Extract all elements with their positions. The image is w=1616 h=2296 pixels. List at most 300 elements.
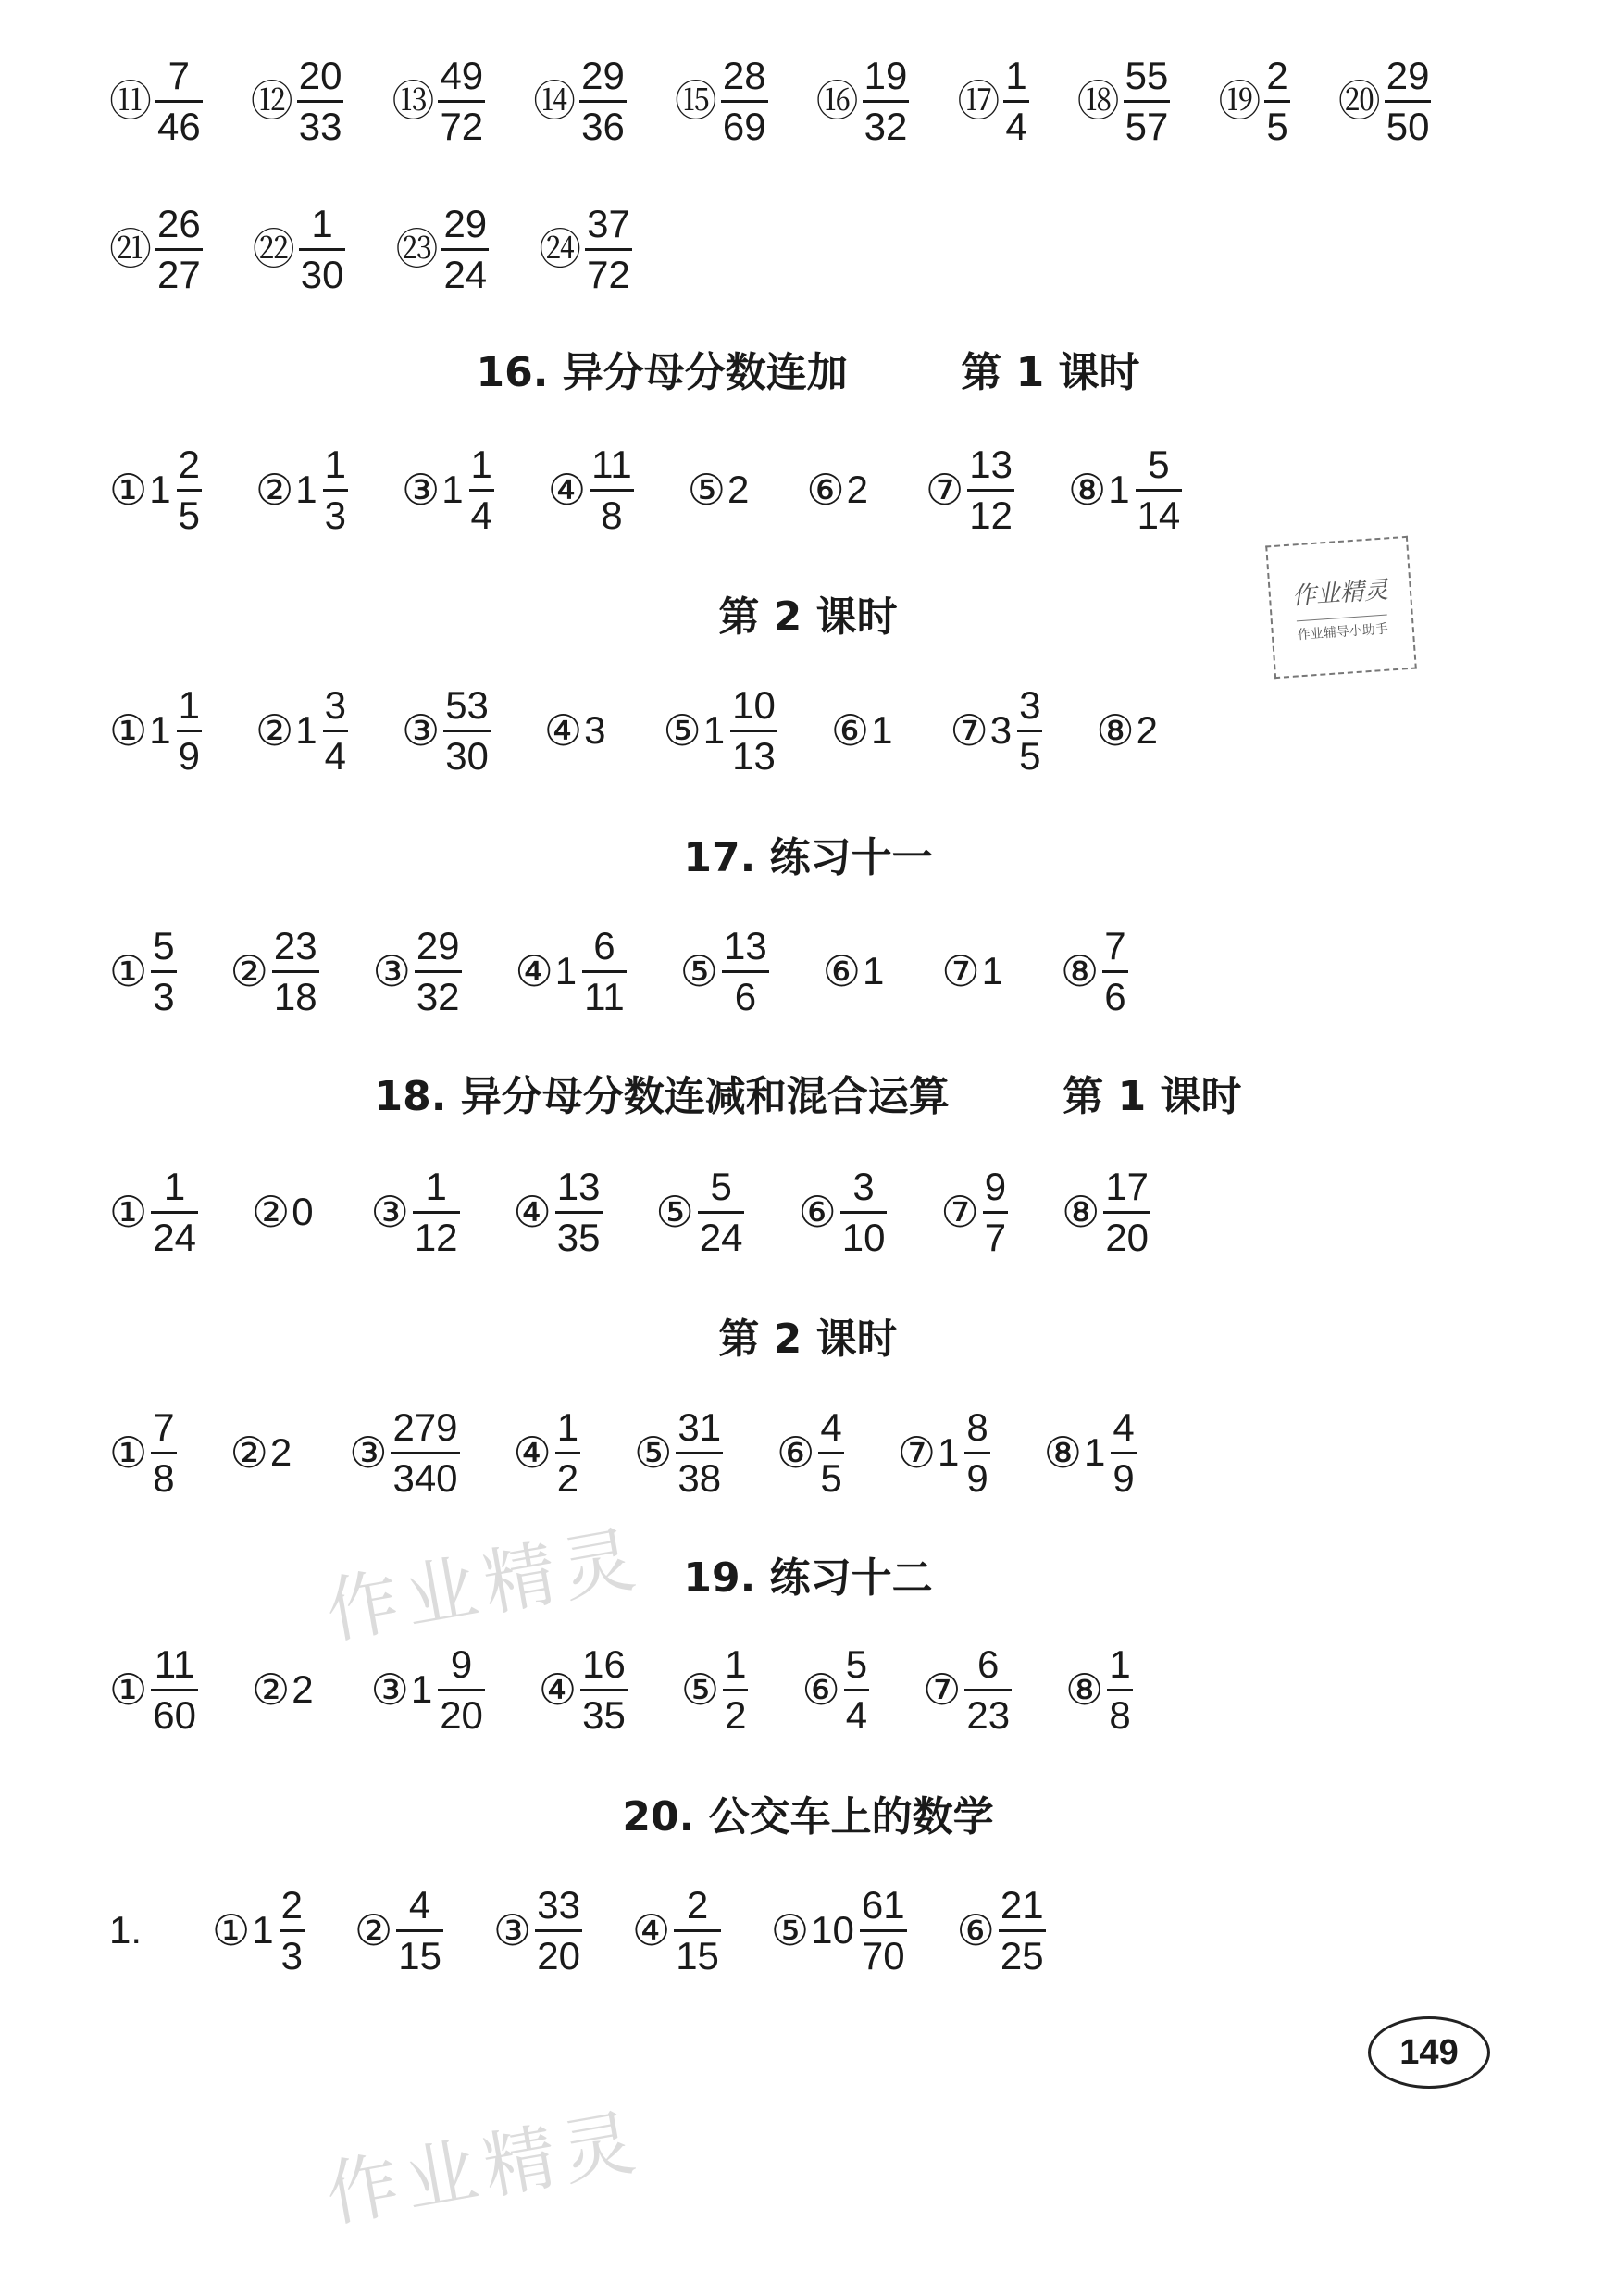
answer-whole: 10 <box>811 1908 854 1952</box>
numerator: 10 <box>732 682 776 727</box>
numerator: 29 <box>443 201 488 245</box>
answer-index: ⑥ <box>806 466 845 514</box>
answer-index: ① <box>109 706 148 755</box>
answer-item <box>349 1404 459 1500</box>
denominator: 20 <box>440 1692 483 1737</box>
answer-index: ⑮ <box>674 77 717 125</box>
fraction <box>1136 442 1183 537</box>
answers-row-11-20 <box>109 50 1542 152</box>
answer-item <box>940 1164 1008 1259</box>
fraction <box>1111 1404 1136 1500</box>
answers-18-lesson-2 <box>109 1402 1542 1504</box>
denominator: 35 <box>556 1215 601 1259</box>
section-heading-19: 19. 练习十二 <box>683 1554 933 1602</box>
fraction <box>579 53 627 148</box>
answer-index: ⑬ <box>392 77 435 125</box>
numerator: 5 <box>153 923 175 967</box>
denominator: 3 <box>280 1933 303 1978</box>
numerator: 7 <box>1104 923 1126 967</box>
fraction <box>698 1164 745 1259</box>
answer-index: ③ <box>401 706 441 755</box>
answer-item <box>212 1882 305 1978</box>
answer-item <box>513 1164 603 1259</box>
denominator: 24 <box>443 252 488 296</box>
answer-index: ① <box>109 1666 148 1714</box>
answer-whole: 1 <box>252 1908 274 1952</box>
numerator: 1 <box>725 1641 747 1686</box>
answer-index: ④ <box>513 1188 552 1236</box>
numerator: 19 <box>864 53 908 97</box>
answer-index: ① <box>109 466 148 514</box>
answer-item <box>941 947 1007 995</box>
answer-item <box>515 923 627 1018</box>
denominator: 32 <box>864 104 908 148</box>
fraction <box>722 923 769 1018</box>
fraction <box>535 1882 582 1978</box>
fraction <box>1017 682 1042 778</box>
answer-whole: 1 <box>937 1430 960 1474</box>
answer-item <box>802 1641 869 1737</box>
answer-index: ⑤ <box>655 1188 694 1236</box>
answer-index: ③ <box>349 1429 388 1477</box>
numerator: 3 <box>1019 682 1041 727</box>
denominator: 12 <box>414 1215 458 1259</box>
answer-index: ㉑ <box>109 225 152 273</box>
answer-item <box>1060 923 1128 1018</box>
denominator: 8 <box>601 493 623 537</box>
answer-item <box>109 923 177 1018</box>
numerator: 279 <box>392 1404 458 1449</box>
fraction <box>413 1164 460 1259</box>
denominator: 50 <box>1386 104 1430 148</box>
fraction <box>1107 1641 1132 1737</box>
fraction <box>1003 53 1028 148</box>
answer-item <box>372 923 462 1018</box>
answer-item <box>255 442 348 537</box>
denominator: 18 <box>273 974 317 1018</box>
answer-item <box>777 1404 844 1500</box>
answer-item <box>923 1641 1012 1737</box>
denominator: 46 <box>157 104 201 148</box>
answer-item <box>1065 1641 1133 1737</box>
denominator: 9 <box>966 1455 988 1500</box>
denominator: 6 <box>1104 974 1126 1018</box>
answer-index: ⑤ <box>680 1666 720 1714</box>
answer-index: ④ <box>631 1906 671 1954</box>
answers-row-21-24 <box>109 198 1542 300</box>
answer-item <box>109 1404 177 1500</box>
denominator: 3 <box>153 974 175 1018</box>
answer-whole: 1 <box>862 949 885 992</box>
fraction <box>415 923 462 1018</box>
section-heading-16: 16. 异分母分数连加 第 1 课时 <box>476 349 1140 396</box>
fraction <box>585 201 632 296</box>
fraction <box>299 201 346 296</box>
fraction <box>676 1404 723 1500</box>
answer-item <box>109 1641 198 1737</box>
answer-index: ⑰ <box>957 77 1001 125</box>
answer-item <box>543 706 610 755</box>
fraction <box>580 1641 628 1737</box>
numerator: 1 <box>556 1404 579 1449</box>
answer-index: ⑪ <box>109 77 152 125</box>
fraction <box>840 1164 888 1259</box>
answer-index: ④ <box>547 466 587 514</box>
denominator: 25 <box>1000 1933 1044 1978</box>
denominator: 20 <box>537 1933 580 1978</box>
answers-18-lesson-1 <box>109 1161 1542 1263</box>
answer-whole: 2 <box>292 1667 314 1711</box>
numerator: 13 <box>556 1164 601 1208</box>
fraction <box>323 682 348 778</box>
answers-16-lesson-1 <box>109 439 1542 541</box>
numerator: 16 <box>582 1641 626 1686</box>
question-number: 1. <box>109 1908 143 1952</box>
fraction <box>818 1404 843 1500</box>
numerator: 53 <box>445 682 489 727</box>
fraction <box>582 923 627 1018</box>
denominator: 72 <box>587 252 630 296</box>
fraction <box>280 1882 305 1978</box>
fraction <box>272 923 319 1018</box>
answer-index: ⑥ <box>830 706 870 755</box>
answer-item <box>109 53 203 148</box>
answer-item <box>956 1882 1046 1978</box>
answer-whole: 1 <box>410 1667 433 1711</box>
answer-whole: 2 <box>1136 708 1159 752</box>
numerator: 2 <box>280 1882 303 1927</box>
numerator: 1 <box>324 442 346 486</box>
fraction <box>730 682 777 778</box>
numerator: 5 <box>845 1641 868 1686</box>
answer-index: ⑤ <box>770 1906 810 1954</box>
fraction <box>999 1882 1046 1978</box>
answer-index: ⑧ <box>1065 1666 1104 1714</box>
answers-19 <box>109 1639 1542 1741</box>
answer-whole: 1 <box>441 468 464 511</box>
numerator: 4 <box>1113 1404 1135 1449</box>
answer-index: ⑧ <box>1062 1188 1100 1236</box>
answer-index: ⑥ <box>802 1666 840 1714</box>
numerator: 61 <box>861 1882 905 1927</box>
denominator: 14 <box>1137 493 1181 537</box>
answer-index: ⑧ <box>1043 1429 1082 1477</box>
answer-item <box>513 1404 581 1500</box>
fraction <box>396 1882 443 1978</box>
answer-index: ㉔ <box>539 225 582 273</box>
numerator: 1 <box>163 1164 186 1208</box>
numerator: 20 <box>298 53 342 97</box>
answers-16-lesson-2 <box>109 680 1542 781</box>
answer-index: ⑧ <box>1096 706 1135 755</box>
section-heading-18: 18. 异分母分数连减和混合运算 第 1 课时 <box>374 1073 1242 1120</box>
answer-item <box>252 201 346 296</box>
answer-index: ⑲ <box>1218 77 1262 125</box>
fraction <box>438 1641 485 1737</box>
answer-index: ① <box>109 1188 148 1236</box>
numerator: 33 <box>537 1882 580 1927</box>
answer-index: ⑦ <box>941 947 980 995</box>
fraction <box>723 1641 748 1737</box>
fraction <box>151 1641 198 1737</box>
denominator: 24 <box>153 1215 196 1259</box>
answer-index: ③ <box>372 947 411 995</box>
numerator: 13 <box>969 442 1013 486</box>
answer-index: ⑦ <box>925 466 964 514</box>
answer-whole: 1 <box>702 708 726 752</box>
answer-index: ⑱ <box>1076 77 1120 125</box>
answer-item <box>401 442 494 537</box>
numerator: 1 <box>425 1164 447 1208</box>
answer-item <box>663 682 777 778</box>
fraction <box>1102 923 1127 1018</box>
answer-index: ⑤ <box>687 466 727 514</box>
denominator: 12 <box>969 493 1013 537</box>
answer-whole: 1 <box>295 708 317 752</box>
fraction <box>1103 1164 1150 1259</box>
answer-item <box>533 53 627 148</box>
answer-item <box>230 1429 296 1477</box>
section-heading-20: 20. 公交车上的数学 <box>622 1793 994 1841</box>
section-heading-17: 17. 练习十一 <box>683 834 933 881</box>
stamp-subtitle: 作业辅导小助手 <box>1297 615 1389 644</box>
numerator: 4 <box>408 1882 431 1927</box>
answer-index: ⑤ <box>679 947 719 995</box>
answer-item <box>251 1188 317 1236</box>
answer-item <box>806 466 872 514</box>
fraction <box>863 53 910 148</box>
answer-index: ⑯ <box>815 77 859 125</box>
answer-index: ⑧ <box>1060 947 1100 995</box>
fraction <box>177 682 202 778</box>
numerator: 6 <box>593 923 615 967</box>
answer-item <box>250 53 344 148</box>
answer-index: ⑭ <box>533 77 577 125</box>
numerator: 29 <box>1386 53 1430 97</box>
numerator: 1 <box>1109 1641 1131 1686</box>
answer-item <box>1218 53 1289 148</box>
answer-index: ② <box>251 1666 291 1714</box>
answer-item <box>815 53 910 148</box>
denominator: 32 <box>416 974 460 1018</box>
answer-item <box>539 201 632 296</box>
denominator: 2 <box>725 1692 747 1737</box>
answer-index: ⑥ <box>777 1429 815 1477</box>
answer-index: ① <box>109 947 148 995</box>
answer-index: ⑦ <box>950 706 988 755</box>
denominator: 30 <box>445 733 489 778</box>
answer-item <box>680 1641 749 1737</box>
numerator: 9 <box>984 1164 1007 1208</box>
denominator: 11 <box>584 974 625 1018</box>
answer-index: ③ <box>492 1906 532 1954</box>
numerator: 21 <box>1000 1882 1044 1927</box>
answer-item <box>655 1164 745 1259</box>
answer-item <box>492 1882 582 1978</box>
answer-index: ④ <box>515 947 553 995</box>
denominator: 69 <box>722 104 766 148</box>
answer-item <box>679 923 769 1018</box>
answer-item <box>1067 442 1182 537</box>
fraction <box>1385 53 1432 148</box>
denominator: 8 <box>1109 1692 1131 1737</box>
denominator: 36 <box>581 104 625 148</box>
denominator: 70 <box>861 1933 905 1978</box>
answer-whole: 1 <box>1108 468 1130 511</box>
fraction <box>323 442 348 537</box>
fraction <box>297 53 344 148</box>
lesson-heading-16-2: 第 2 课时 <box>718 593 898 641</box>
fraction <box>177 442 202 537</box>
denominator: 24 <box>699 1215 743 1259</box>
denominator: 23 <box>966 1692 1011 1737</box>
answer-item <box>370 1641 485 1737</box>
answer-item <box>770 1882 907 1978</box>
numerator: 5 <box>1148 442 1170 486</box>
answer-whole: 1 <box>1083 1430 1106 1474</box>
numerator: 3 <box>852 1164 875 1208</box>
numerator: 13 <box>724 923 767 967</box>
numerator: 29 <box>581 53 625 97</box>
answer-index: ③ <box>370 1188 409 1236</box>
answer-item <box>631 1882 721 1978</box>
answer-item <box>251 1666 317 1714</box>
denominator: 340 <box>392 1455 458 1500</box>
numerator: 11 <box>591 442 632 486</box>
answer-whole: 3 <box>989 708 1013 752</box>
denominator: 4 <box>1005 104 1027 148</box>
numerator: 2 <box>686 1882 709 1927</box>
stamp-logo <box>1265 536 1417 679</box>
numerator: 23 <box>273 923 317 967</box>
answer-index: ④ <box>538 1666 578 1714</box>
numerator: 1 <box>178 682 200 727</box>
fraction <box>590 442 634 537</box>
answer-whole: 2 <box>269 1430 292 1474</box>
denominator: 5 <box>178 493 200 537</box>
fraction <box>967 442 1014 537</box>
answer-item <box>109 682 202 778</box>
answer-item <box>957 53 1028 148</box>
denominator: 60 <box>153 1692 196 1737</box>
numerator: 7 <box>153 1404 175 1449</box>
answer-index: ② <box>354 1906 393 1954</box>
numerator: 4 <box>820 1404 842 1449</box>
fraction <box>1264 53 1289 148</box>
numerator: 5 <box>710 1164 732 1208</box>
denominator: 5 <box>1266 104 1288 148</box>
denominator: 20 <box>1105 1215 1150 1259</box>
fraction <box>155 53 203 148</box>
denominator: 5 <box>820 1455 842 1500</box>
fraction <box>438 53 485 148</box>
fraction <box>860 1882 907 1978</box>
answer-item <box>401 682 491 778</box>
answer-item <box>230 923 319 1018</box>
answer-item <box>1062 1164 1150 1259</box>
answer-item <box>354 1882 443 1978</box>
answer-index: ⑥ <box>798 1188 837 1236</box>
page-number: 149 <box>1368 2016 1490 2089</box>
numerator: 7 <box>168 53 191 97</box>
numerator: 2 <box>1266 53 1288 97</box>
answer-item <box>950 682 1042 778</box>
denominator: 2 <box>556 1455 579 1500</box>
answer-whole: 1 <box>149 708 171 752</box>
answer-whole: 2 <box>846 468 868 511</box>
numerator: 2 <box>178 442 200 486</box>
denominator: 27 <box>157 252 201 296</box>
answer-item <box>925 442 1014 537</box>
answer-item <box>538 1641 628 1737</box>
lesson-heading-18-2: 第 2 课时 <box>718 1316 898 1363</box>
fraction <box>469 442 494 537</box>
answer-index: ⑥ <box>822 947 861 995</box>
answer-item <box>370 1164 460 1259</box>
denominator: 5 <box>1019 733 1041 778</box>
answer-index: ② <box>255 466 294 514</box>
answer-index: ⑦ <box>897 1429 936 1477</box>
numerator: 37 <box>587 201 630 245</box>
numerator: 1 <box>311 201 333 245</box>
answer-item <box>1076 53 1171 148</box>
fraction <box>151 923 176 1018</box>
stamp-title: 作业精灵 <box>1291 576 1389 611</box>
denominator: 6 <box>734 974 757 1018</box>
answer-index: ⑤ <box>634 1429 673 1477</box>
numerator: 11 <box>154 1641 195 1686</box>
answer-index: ⑳ <box>1337 77 1381 125</box>
fraction <box>555 1164 603 1259</box>
answer-index: ⑦ <box>923 1666 962 1714</box>
fraction <box>983 1164 1008 1259</box>
answer-index: ③ <box>401 466 441 514</box>
denominator: 4 <box>324 733 346 778</box>
numerator: 17 <box>1105 1164 1150 1208</box>
answer-index: ② <box>230 1429 268 1477</box>
denominator: 7 <box>984 1215 1007 1259</box>
numerator: 8 <box>966 1404 988 1449</box>
fraction <box>964 1404 989 1500</box>
denominator: 3 <box>324 493 346 537</box>
answer-item <box>547 442 634 537</box>
answer-whole: 1 <box>981 949 1003 992</box>
answer-item <box>634 1404 723 1500</box>
fraction <box>1124 53 1171 148</box>
answer-item <box>109 442 202 537</box>
answer-index: ① <box>212 1906 251 1954</box>
answer-whole: 0 <box>292 1190 314 1233</box>
denominator: 4 <box>470 493 492 537</box>
denominator: 15 <box>676 1933 719 1978</box>
numerator: 9 <box>450 1641 473 1686</box>
answer-index: ⑥ <box>956 1906 995 1954</box>
fraction <box>555 1404 580 1500</box>
denominator: 13 <box>732 733 776 778</box>
answer-item <box>1043 1404 1137 1500</box>
answer-index: ① <box>109 1429 148 1477</box>
denominator: 4 <box>845 1692 868 1737</box>
denominator: 72 <box>440 104 484 148</box>
answer-item <box>255 682 348 778</box>
answer-index: ② <box>255 706 294 755</box>
answer-whole: 2 <box>727 468 750 511</box>
answer-item <box>109 1164 198 1259</box>
fraction <box>151 1164 198 1259</box>
answer-item <box>392 53 485 148</box>
answer-index: ③ <box>370 1666 409 1714</box>
answers-17 <box>109 920 1542 1022</box>
